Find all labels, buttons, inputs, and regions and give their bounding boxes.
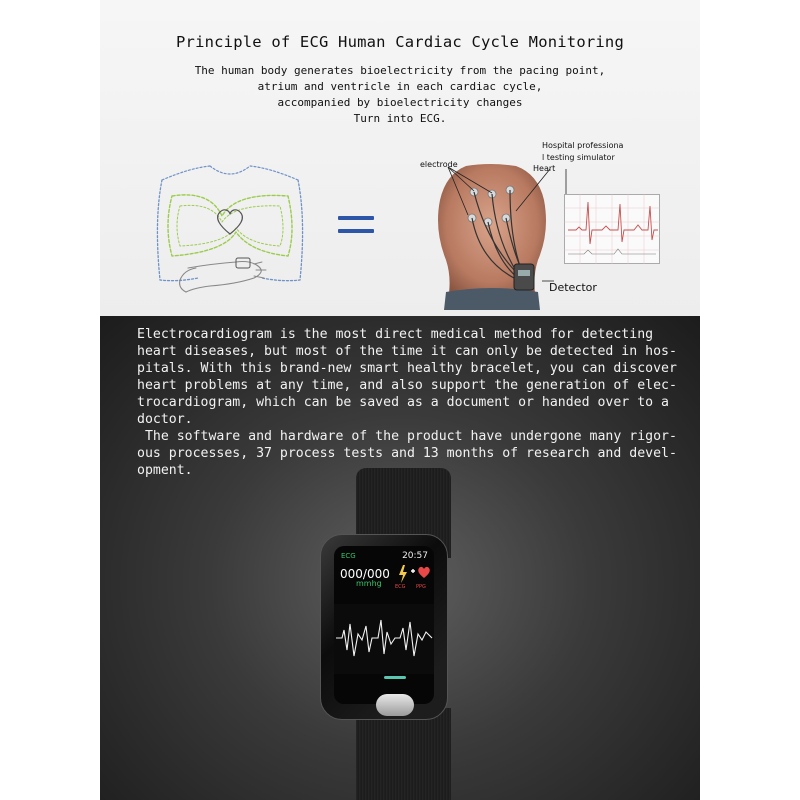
paragraph-line: Electrocardiogram is the most direct medical method for detecting (137, 327, 654, 342)
smartwatch-image (314, 468, 494, 800)
intro-line: accompanied by bioelectricity changes (277, 96, 523, 109)
paragraph-line: trocardiogram, which can be saved as a document or handed over to a (137, 395, 669, 410)
hospital-simulator-label (542, 140, 623, 164)
intro-line: Turn into ECG. (353, 112, 447, 125)
paragraph-line: opment. (137, 463, 193, 478)
paragraph-line: heart problems at any time, and also support the generation of elec- (137, 378, 677, 393)
ecg-printout-image (564, 194, 660, 264)
principle-panel (100, 0, 700, 316)
watch-blood-pressure: 000/000 (340, 567, 390, 581)
electrode-label: electrode (420, 160, 458, 169)
watch-unit: mmhg (356, 579, 382, 588)
ecg-tiny-label: ECG (395, 584, 406, 590)
paragraph-line: The software and hardware of the product have undergone many rigor- (137, 429, 677, 444)
principle-title: Principle of ECG Human Cardiac Cycle Monitoring (176, 33, 624, 51)
paragraph-line: doctor. (137, 412, 193, 427)
lightning-icon (399, 565, 407, 583)
paragraph-line: pitals. With this brand-new smart healthy bracelet, you can discover (137, 361, 677, 376)
intro-line: The human body generates bioelectricity from the pacing point, (194, 64, 606, 77)
watch-band-lower (356, 708, 451, 800)
hospital-label-line: l testing simulator (542, 153, 615, 162)
watch-sensor-strip (384, 676, 406, 679)
watch-screen (334, 546, 434, 704)
product-description-panel (100, 316, 700, 800)
detector-label: Detector (549, 281, 597, 294)
heart-icon (418, 567, 430, 578)
paragraph-line: heart diseases, but most of the time it can only be detected in hos- (137, 344, 677, 359)
description-paragraph (137, 326, 677, 479)
principle-intro (100, 63, 700, 127)
body-sketch-illustration (150, 160, 310, 310)
hospital-label-line: Hospital professiona (542, 141, 624, 150)
intro-line: atrium and ventricle in each cardiac cycle, (257, 80, 543, 93)
heart-label: Heart (533, 164, 556, 173)
paragraph-line: ous processes, 37 process tests and 13 months of research and devel- (137, 446, 677, 461)
equals-sign-icon (338, 212, 374, 238)
ecg-waveform (334, 604, 434, 674)
watch-time: 20:57 (402, 551, 428, 561)
plus-icon (411, 569, 415, 573)
ppg-tiny-label: PPG (416, 584, 426, 590)
watch-button (376, 694, 414, 716)
watch-mode-label: ECG (341, 552, 356, 560)
